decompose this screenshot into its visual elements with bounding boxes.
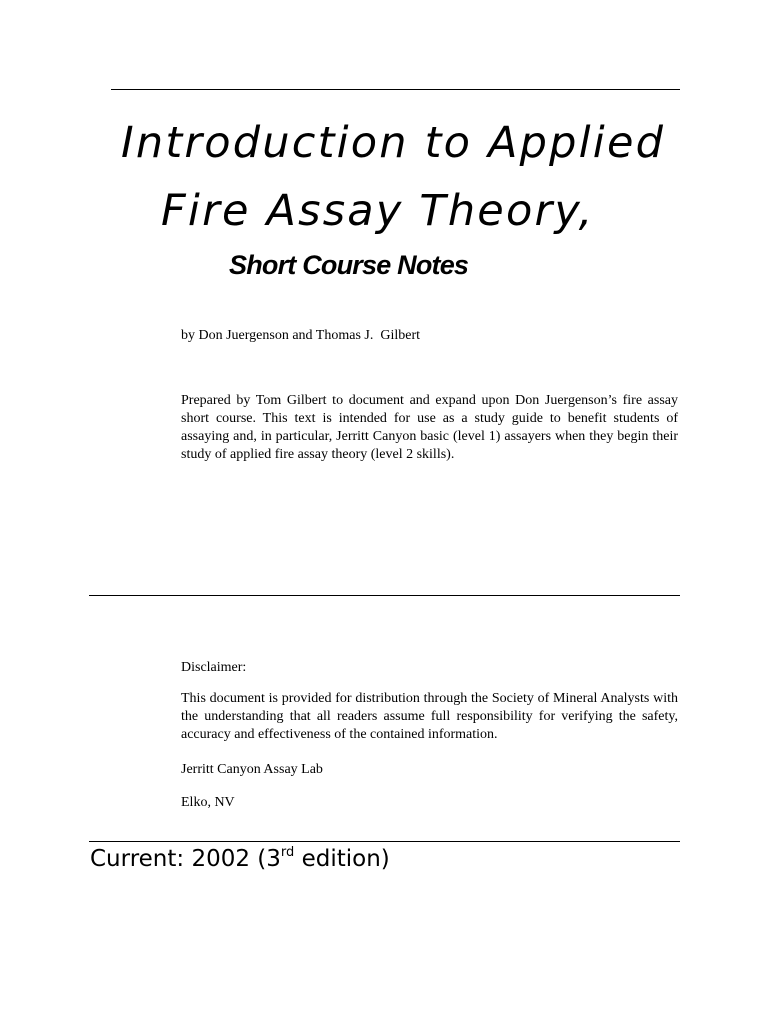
middle-divider: [89, 595, 680, 596]
edition-ordinal-suffix: rd: [280, 845, 295, 860]
lab-name: Jerritt Canyon Assay Lab: [181, 762, 323, 777]
disclaimer-heading: Disclaimer:: [181, 660, 247, 675]
edition-line: [90, 846, 390, 872]
bottom-divider: [89, 841, 680, 842]
edition-prefix: Current: 2002 (3: [90, 846, 281, 872]
title-line-2: Fire Assay Theory,: [161, 186, 595, 236]
preparation-note: Prepared by Tom Gilbert to document and expand upon Don Juergenson’s fire assay short course. This text is intended for use as a study guide to benefit students of assaying and, in particular, Jerritt Canyon basic (level 1) assayers when they begin their study of applied fire assay theory (level 2 skills).: [181, 393, 678, 462]
author-byline: by Don Juergenson and Thomas J. Gilbert: [181, 328, 421, 343]
top-divider: [111, 89, 680, 90]
title-line-1: Introduction to Applied: [121, 118, 666, 168]
subtitle: Short Course Notes: [229, 250, 469, 280]
edition-suffix: edition): [294, 846, 390, 872]
lab-location: Elko, NV: [181, 795, 235, 810]
disclaimer-text: This document is provided for distribution through the Society of Mineral Analysts with the understanding that all readers assume full responsibility for verifying the safety, accuracy and effectiveness of the contained information.: [181, 691, 678, 742]
